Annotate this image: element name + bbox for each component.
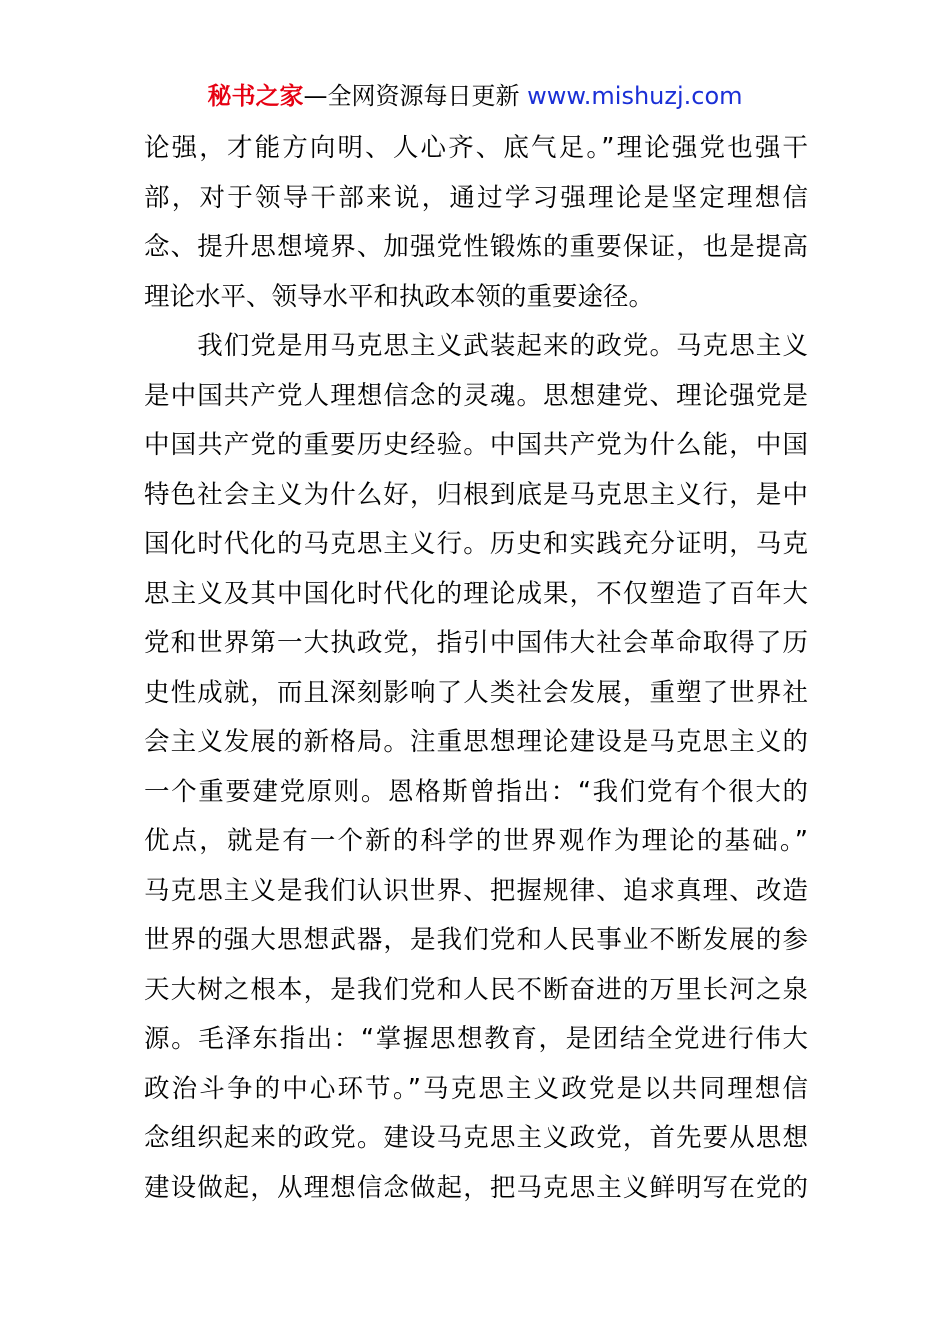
text-line: 源。毛泽东指出：“掌握思想教育，是团结全党进行伟大 bbox=[144, 1024, 808, 1054]
text-line: 理论水平、领导水平和执政本领的重要途径。 bbox=[144, 281, 655, 312]
paragraph-1 bbox=[144, 124, 808, 322]
text-line: 党和世界第一大执政党，指引中国伟大社会革命取得了历 bbox=[144, 628, 808, 658]
text-line: 论强，才能方向明、人心齐、底气足。”理论强党也强干 bbox=[144, 133, 808, 163]
text-line: 史性成就，而且深刻影响了人类社会发展，重塑了世界社 bbox=[144, 677, 808, 708]
text-line: 国化时代化的马克思主义行。历史和实践充分证明，马克 bbox=[144, 529, 808, 559]
text-line: 会主义发展的新格局。注重思想理论建设是马克思主义的 bbox=[144, 727, 808, 757]
text-line: 念、提升思想境界、加强党性锻炼的重要保证，也是提高 bbox=[144, 232, 808, 262]
text-line: 优点，就是有一个新的科学的世界观作为理论的基础。” bbox=[144, 826, 808, 856]
text-line: 是中国共产党人理想信念的灵魂。思想建党、理论强党是 bbox=[144, 380, 808, 411]
paragraph-2 bbox=[144, 322, 808, 1213]
text-line: 我们党是用马克思主义武装起来的政党。马克思主义 bbox=[144, 331, 808, 361]
text-line: 马克思主义是我们认识世界、把握规律、追求真理、改造 bbox=[144, 875, 808, 906]
text-line: 建设做起，从理想信念做起，把马克思主义鲜明写在党的 bbox=[144, 1172, 808, 1203]
text-line: 天大树之根本，是我们党和人民不断奋进的万里长河之泉 bbox=[144, 974, 808, 1005]
text-line: 中国共产党的重要历史经验。中国共产党为什么能，中国 bbox=[144, 430, 808, 460]
text-line: 一个重要建党原则。恩格斯曾指出：“我们党有个很大的 bbox=[144, 776, 808, 807]
site-header bbox=[0, 80, 950, 112]
text-line: 部，对于领导干部来说，通过学习强理论是坚定理想信 bbox=[144, 182, 808, 213]
text-line: 思主义及其中国化时代化的理论成果，不仅塑造了百年大 bbox=[144, 578, 808, 609]
text-line: 念组织起来的政党。建设马克思主义政党，首先要从思想 bbox=[144, 1123, 808, 1153]
site-url: www.mishuzj.com bbox=[527, 82, 743, 110]
site-tagline: —全网资源每日更新 bbox=[303, 82, 520, 110]
document-body bbox=[144, 124, 808, 1213]
text-line: 政治斗争的中心环节。”马克思主义政党是以共同理想信 bbox=[144, 1073, 808, 1104]
text-line: 特色社会主义为什么好，归根到底是马克思主义行，是中 bbox=[144, 479, 808, 510]
brand-name: 秘书之家 bbox=[207, 82, 304, 110]
text-line: 世界的强大思想武器，是我们党和人民事业不断发展的参 bbox=[144, 925, 808, 955]
